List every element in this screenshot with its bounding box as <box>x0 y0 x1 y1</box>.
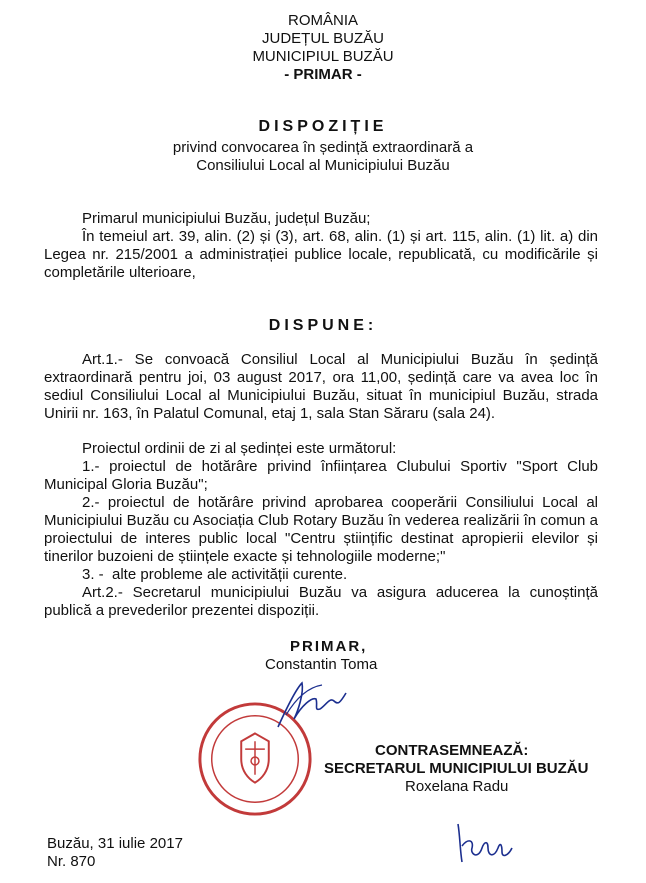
mayor-title: PRIMAR, <box>290 638 368 655</box>
footer-number: Nr. 870 <box>47 853 96 870</box>
article-2: Art.2.- Secretarul municipiului Buzău va asigura aducerea la cunoștință publică a prevederilor prezentei dispoziții. <box>44 584 598 619</box>
secretary-signature <box>448 818 528 868</box>
article-1: Art.1.- Se convoacă Consiliul Local al Municipiului Buzău în ședință extraordinară pentru joi, 03 august 2017, ora 11,00, ședință care va avea loc în sediul Consiliului Local al Municipiului Buzău, situat în municipiul Buzău, strada Unirii nr. 163, în Palatul Comunal, etaj 1, sala Stan Săraru (sala 24). <box>44 351 598 422</box>
header-office: - PRIMAR - <box>284 66 362 83</box>
header-municipality: MUNICIPIUL BUZĂU <box>252 48 394 65</box>
preamble-paragraph: În temeiul art. 39, alin. (2) și (3), art. 68, alin. (1) și art. 115, alin. (1) lit. a) din Legea nr. 215/2001 a administrației publice locale, republicată, cu modificările și completările ulterioare, <box>44 228 598 281</box>
document-title: DISPOZIȚIE <box>258 118 388 135</box>
preamble-line: Primarul municipiului Buzău, județul Buzău; <box>82 210 371 227</box>
document-subtitle-line2: Consiliului Local al Municipiului Buzău <box>196 157 450 174</box>
dispune-heading: DISPUNE: <box>268 317 378 334</box>
secretary-title: SECRETARUL MUNICIPIULUI BUZĂU <box>324 760 589 777</box>
mayor-signature <box>260 675 355 735</box>
mayor-name: Constantin Toma <box>265 656 378 673</box>
document-subtitle-line1: privind convocarea în ședință extraordinară a <box>172 139 474 156</box>
footer-place-date: Buzău, 31 iulie 2017 <box>47 835 183 852</box>
agenda-item-3: 3. - alte probleme ale activității curente. <box>82 566 348 583</box>
secretary-name: Roxelana Radu <box>405 778 509 795</box>
agenda-item-1: 1.- proiectul de hotărâre privind înființarea Clubului Sportiv "Sport Club Municipal Gloria Buzău"; <box>44 458 598 493</box>
countersign-label: CONTRASEMNEAZĂ: <box>375 742 529 759</box>
header-country: ROMÂNIA <box>287 12 358 29</box>
header-county: JUDEȚUL BUZĂU <box>262 30 384 47</box>
agenda-intro: Proiectul ordinii de zi al ședinței este următorul: <box>82 440 397 457</box>
agenda-item-2: 2.- proiectul de hotărâre privind aprobarea cooperării Consiliului Local al Municipiului Buzău cu Asociația Club Rotary Buzău în vederea realizării în comun a proiectului de interes public local "Centru științific destinat apropierii elevilor și tinerilor buzoieni de științele exacte și tehnologiile moderne;" <box>44 494 598 565</box>
